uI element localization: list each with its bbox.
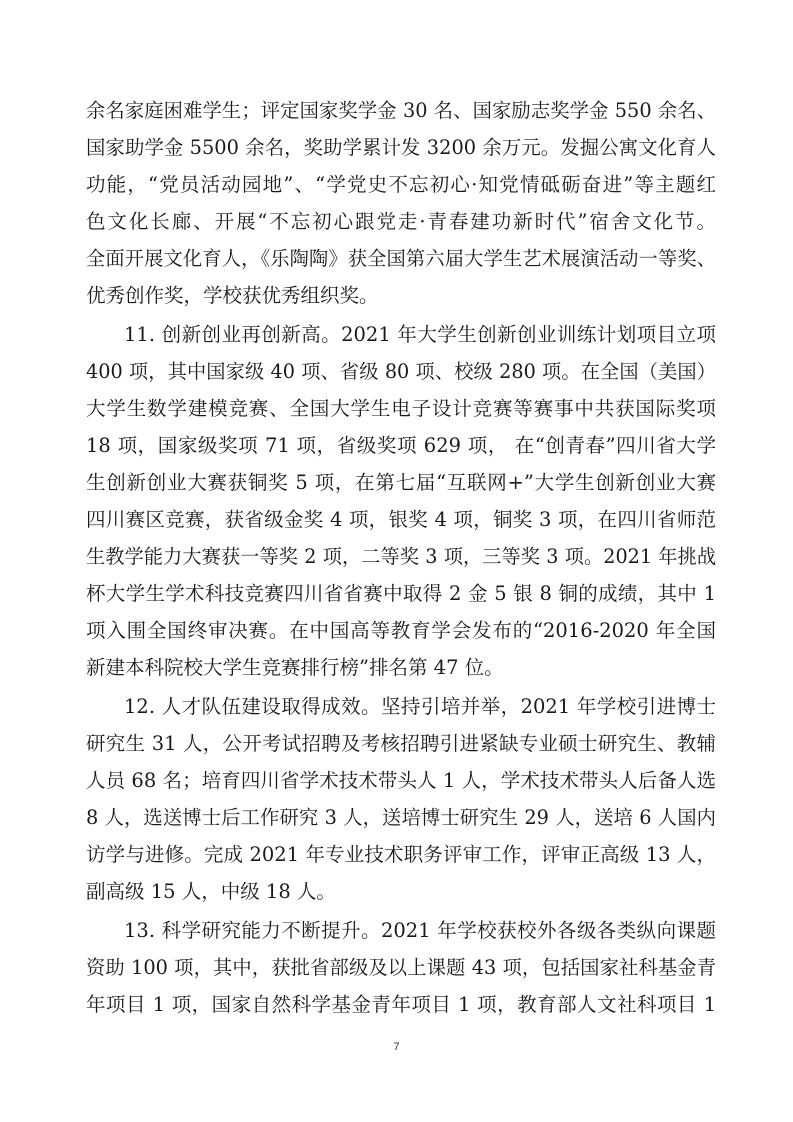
text-line: 访学与进修。完成 2021 年专业技术职务评审工作，评审正高级 13 人， xyxy=(86,843,716,866)
text-line: 色文化长廊、开展“不忘初心跟党走·青春建功新时代”宿舍文化节。 xyxy=(86,210,716,233)
text-line: 生创新创业大赛获铜奖 5 项，在第七届“互联网+”大学生创新创业大赛 xyxy=(86,471,716,494)
paragraph-student-aid xyxy=(86,92,716,314)
text-line: 研究生 31 人，公开考试招聘及考核招聘引进紧缺专业硕士研究生、教辅 xyxy=(86,732,716,755)
text-line: 全面开展文化育人，《乐陶陶》获全国第六届大学生艺术展演活动一等奖、 xyxy=(86,247,716,270)
paragraph-research xyxy=(86,912,716,1023)
text-line: 副高级 15 人，中级 18 人。 xyxy=(86,880,336,903)
text-line: 功能，“党员活动园地”、“学党史不忘初心·知党情砥砺奋进”等主题红 xyxy=(86,173,716,196)
text-line: 国家助学金 5500 余名，奖助学累计发 3200 余万元。发掘公寓文化育人 xyxy=(86,136,716,159)
text-line: 余名家庭困难学生；评定国家奖学金 30 名、国家励志奖学金 550 余名、 xyxy=(86,99,716,122)
text-line: 杯大学生学术科技竞赛四川省省赛中取得 2 金 5 银 8 铜的成绩，其中 1 xyxy=(86,582,716,605)
text-line: 四川赛区竞赛，获省级金奖 4 项，银奖 4 项，铜奖 3 项，在四川省师范 xyxy=(86,508,716,531)
text-line: 18 项，国家级奖项 71 项，省级奖项 629 项， 在“创青春”四川省大学 xyxy=(86,434,716,457)
text-line: 优秀创作奖，学校获优秀组织奖。 xyxy=(86,284,379,307)
text-line: 年项目 1 项，国家自然科学基金青年项目 1 项，教育部人文社科项目 1 xyxy=(86,993,716,1016)
paragraph-innovation xyxy=(86,316,716,686)
page-number: 7 xyxy=(393,1041,400,1053)
text-line: 项入围全国终审决赛。在中国高等教育学会发布的“2016-2020 年全国 xyxy=(86,619,716,642)
text-line: 400 项，其中国家级 40 项、省级 80 项、校级 280 项。在全国（美国） xyxy=(86,360,716,383)
body-text xyxy=(86,92,716,1023)
paragraph-talent xyxy=(86,688,716,910)
text-line: 12. 人才队伍建设取得成效。坚持引培并举，2021 年学校引进博士 xyxy=(124,695,716,718)
text-line: 13. 科学研究能力不断提升。2021 年学校获校外各级各类纵向课题 xyxy=(124,919,716,942)
text-line: 资助 100 项，其中，获批省部级及以上课题 43 项，包括国家社科基金青 xyxy=(86,956,716,979)
text-line: 8 人，选送博士后工作研究 3 人，送培博士研究生 29 人，送培 6 人国内 xyxy=(86,806,716,829)
text-line: 大学生数学建模竞赛、全国大学生电子设计竞赛等赛事中共获国际奖项 xyxy=(86,397,716,420)
text-line: 生教学能力大赛获一等奖 2 项，二等奖 3 项，三等奖 3 项。2021 年挑战 xyxy=(86,545,716,568)
text-line: 11. 创新创业再创新高。2021 年大学生创新创业训练计划项目立项 xyxy=(124,323,716,346)
text-line: 人员 68 名；培育四川省学术技术带头人 1 人，学术技术带头人后备人选 xyxy=(86,769,716,792)
text-line: 新建本科院校大学生竞赛排行榜”排名第 47 位。 xyxy=(86,656,504,679)
